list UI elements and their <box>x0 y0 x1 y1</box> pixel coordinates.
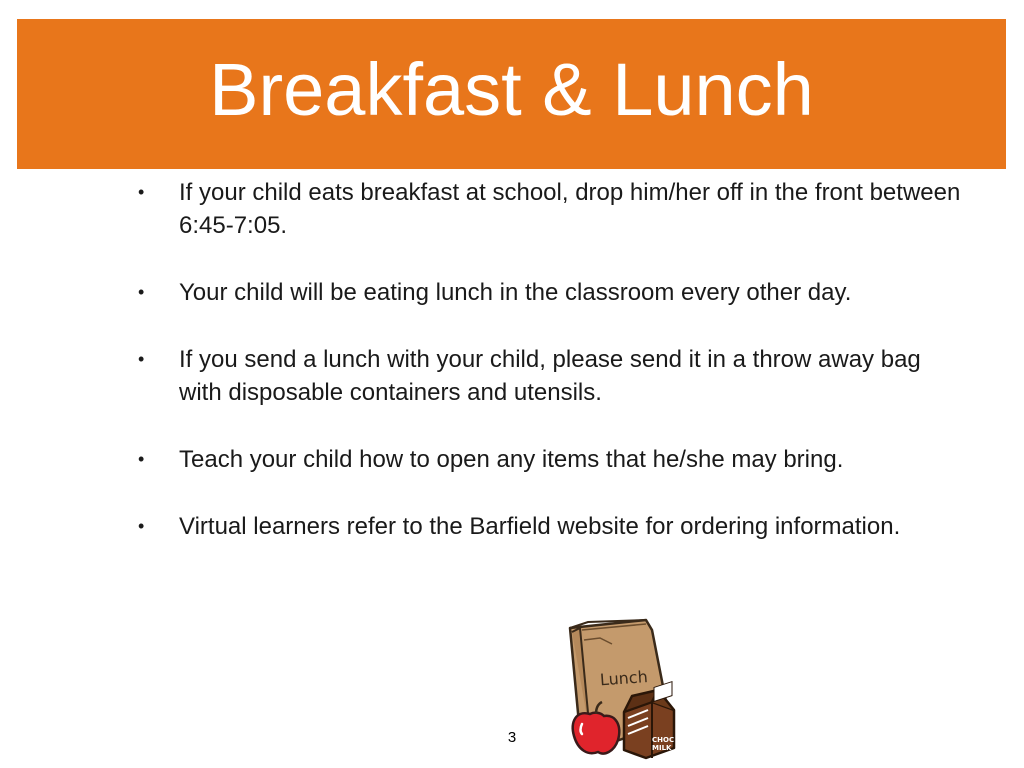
bullet-text: Virtual learners refer to the Barfield website for ordering information. <box>179 513 901 540</box>
bullet-text: If your child eats breakfast at school, drop him/her off in the front between 6:45-7:05. <box>179 179 961 239</box>
milk-label-bottom: MILK <box>652 744 672 752</box>
page-number: 3 <box>507 729 517 746</box>
bag-label: Lunch <box>599 667 649 690</box>
bullet-text: Teach your child how to open any items that he/she may bring. <box>179 446 844 473</box>
bullet-list <box>138 176 968 543</box>
bullet-item <box>138 443 968 476</box>
slide-title: Breakfast & Lunch <box>209 47 814 131</box>
bullet-dot: • <box>138 349 145 369</box>
bullet-item <box>138 276 968 309</box>
bullet-item <box>138 343 968 409</box>
bullet-item <box>138 176 968 242</box>
bullet-item <box>138 510 968 543</box>
bullet-dot: • <box>138 282 145 302</box>
bullet-dot: • <box>138 516 145 536</box>
bullet-text: Your child will be eating lunch in the classroom every other day. <box>179 279 852 306</box>
bullet-text: If you send a lunch with your child, please send it in a throw away bag with disposable containers and utensils. <box>179 346 921 406</box>
bullet-dot: • <box>138 449 145 469</box>
bullet-dot: • <box>138 182 145 202</box>
lunch-clipart <box>560 614 690 764</box>
milk-label-top: CHOC <box>652 736 675 744</box>
title-bar <box>17 19 1006 169</box>
